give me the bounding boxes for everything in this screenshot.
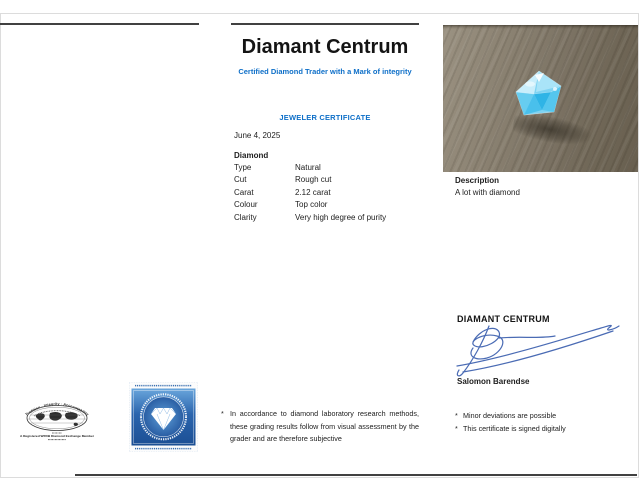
footnote-left-text: In accordance to diamond laboratory research methods, these grading results follow from visual assessment by the grader and are therefore subjective: [230, 409, 419, 444]
spec-value: Top color: [295, 200, 328, 210]
table-row: [234, 162, 434, 174]
spec-label: Colour: [234, 200, 258, 210]
spec-label: Clarity: [234, 212, 257, 222]
description-heading: Description: [455, 176, 500, 185]
fold-line-top-center: [231, 23, 419, 25]
fold-line-top-left: [0, 23, 199, 25]
spec-value: Natural: [295, 163, 321, 172]
spec-value: Very high degree of purity: [295, 212, 387, 222]
description-block: [455, 176, 520, 197]
wfdb-member-text: A Registered WFDB Diamond Exchange Member: [20, 434, 83, 438]
spec-value: Rough cut: [295, 175, 332, 185]
asterisk: *: [221, 409, 224, 418]
diamond-section-heading: Diamond: [234, 151, 269, 160]
table-row: [234, 212, 434, 224]
rough-diamond-icon: [511, 69, 569, 123]
spec-label: Carat: [234, 187, 254, 197]
diamond-bourse-stamp: [129, 382, 198, 452]
diamond-photo: [443, 25, 638, 172]
signature-icon: [443, 316, 628, 378]
fold-line-bottom: [75, 474, 637, 476]
diamond-spec-table: [234, 162, 434, 224]
spec-label: Cut: [234, 175, 247, 185]
footnote-text: This certificate is signed digitally: [463, 424, 566, 434]
footnote-text: Minor deviations are possible: [463, 411, 557, 420]
footnote-left: [221, 408, 419, 446]
certificate-heading: JEWELER CERTIFICATE: [279, 113, 371, 122]
footnote-item: [455, 422, 566, 435]
spec-value: 2.12 carat: [295, 187, 331, 197]
table-row: [234, 174, 434, 186]
table-row: [234, 199, 434, 211]
spec-label: Type: [234, 163, 252, 172]
table-row: [234, 187, 434, 199]
page-title: Diamant Centrum: [241, 36, 409, 58]
company-name: DIAMANT CENTRUM: [457, 314, 550, 324]
asterisk: *: [455, 411, 458, 420]
description-text: A lot with diamond: [455, 188, 520, 197]
footnote-right: [455, 409, 566, 435]
asterisk: *: [455, 424, 458, 434]
wfdb-globe-logo: [16, 389, 98, 441]
wfdb-arc-text: Tradition · Integrity · Accountability: [24, 401, 90, 417]
footnote-item: [455, 409, 566, 422]
certificate-date: June 4, 2025: [234, 131, 281, 140]
signer-name: Salomon Barendse: [457, 377, 530, 386]
page-subtitle: Certified Diamond Trader with a Mark of integrity: [238, 67, 412, 76]
